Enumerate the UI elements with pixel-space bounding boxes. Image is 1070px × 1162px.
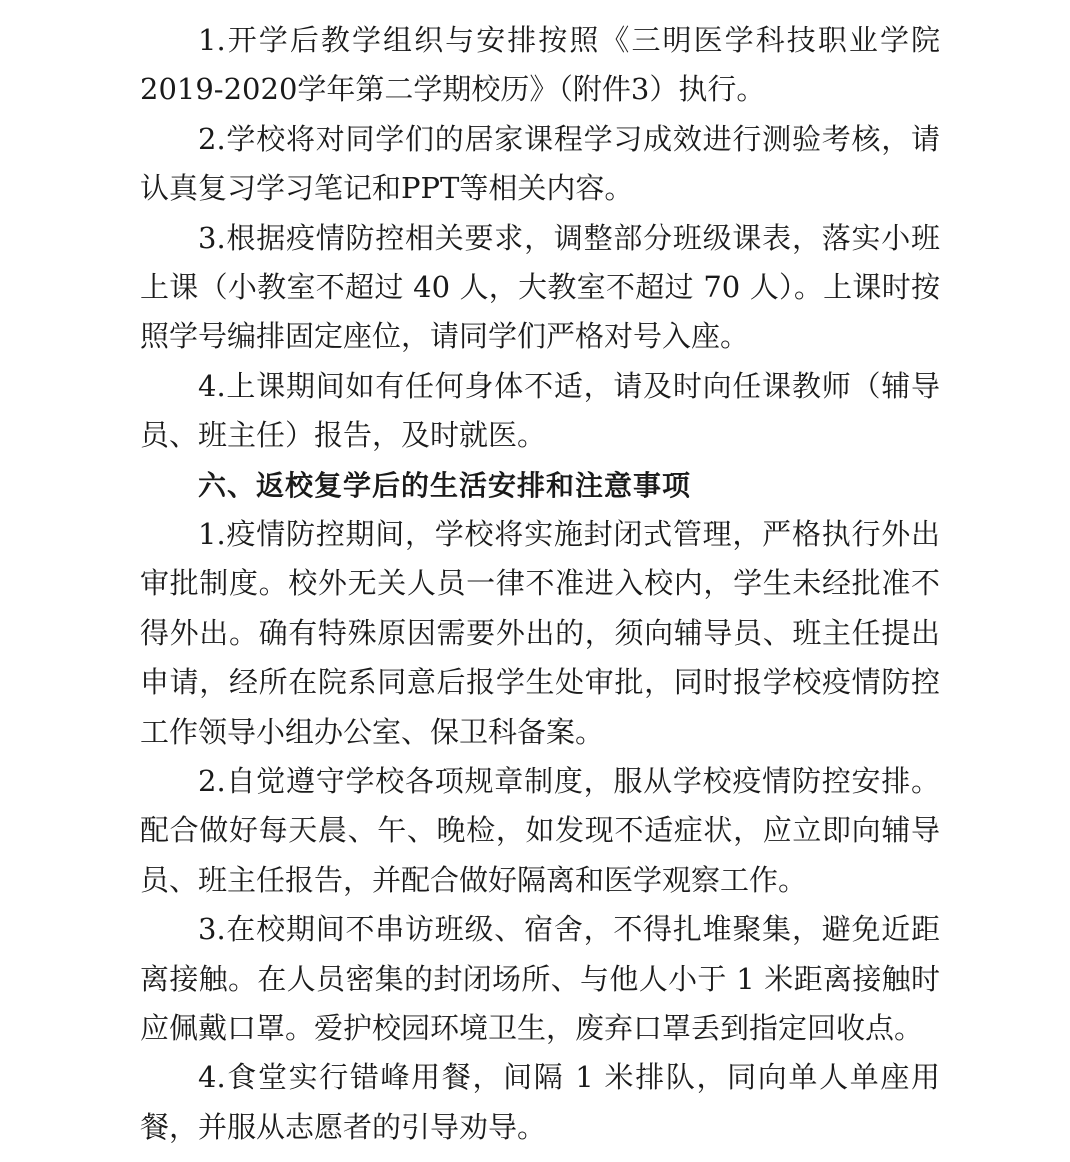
text-line: 4.上课期间如有任何身体不适，请及时向任课教师（辅导	[198, 368, 940, 403]
text-line: 上课（小教室不超过 40 人，大教室不超过 70 人）。上课时按	[140, 270, 940, 304]
text-line: 员、班主任）报告，及时就医。	[140, 418, 547, 453]
text-line: 2019-2020学年第二学期校历》（附件3）执行。	[140, 72, 766, 107]
text-line: 离接触。在人员密集的封闭场所、与他人小于 1 米距离接触时	[140, 961, 940, 996]
text-line: 应佩戴口罩。爱护校园环境卫生，废弃口罩丢到指定回收点。	[140, 1011, 924, 1045]
text-line: 认真复习学习笔记和PPT等相关内容。	[140, 171, 634, 206]
text-line: 3.根据疫情防控相关要求，调整部分班级课表，落实小班	[198, 220, 940, 255]
text-line: 4.食堂实行错峰用餐，间隔 1 米排队，同向单人单座用	[198, 1060, 940, 1095]
text-line: 审批制度。校外无关人员一律不准进入校内，学生未经批准不	[140, 566, 940, 601]
text-line: 申请，经所在院系同意后报学生处审批，同时报学校疫情防控	[140, 665, 940, 700]
heading-text: 六、返校复学后的生活安排和注意事项	[198, 468, 692, 502]
text-line: 3.在校期间不串访班级、宿舍，不得扎堆聚集，避免近距	[198, 912, 940, 947]
text-line: 2.学校将对同学们的居家课程学习成效进行测验考核，请	[198, 121, 940, 156]
text-line: 照学号编排固定座位，请同学们严格对号入座。	[140, 319, 750, 354]
text-line: 配合做好每天晨、午、晚检，如发现不适症状，应立即向辅导	[140, 813, 940, 848]
text-line: 得外出。确有特殊原因需要外出的，须向辅导员、班主任提出	[140, 615, 940, 650]
text-line: 餐，并服从志愿者的引导劝导。	[140, 1109, 547, 1144]
text-line: 1.疫情防控期间，学校将实施封闭式管理，严格执行外出	[198, 517, 940, 551]
text-line: 2.自觉遵守学校各项规章制度，服从学校疫情防控安排。	[198, 764, 940, 798]
text-line: 1.开学后教学组织与安排按照《三明医学科技职业学院	[198, 23, 940, 57]
text-line: 工作领导小组办公室、保卫科备案。	[140, 714, 605, 749]
text-line: 员、班主任报告，并配合做好隔离和医学观察工作。	[140, 862, 808, 897]
